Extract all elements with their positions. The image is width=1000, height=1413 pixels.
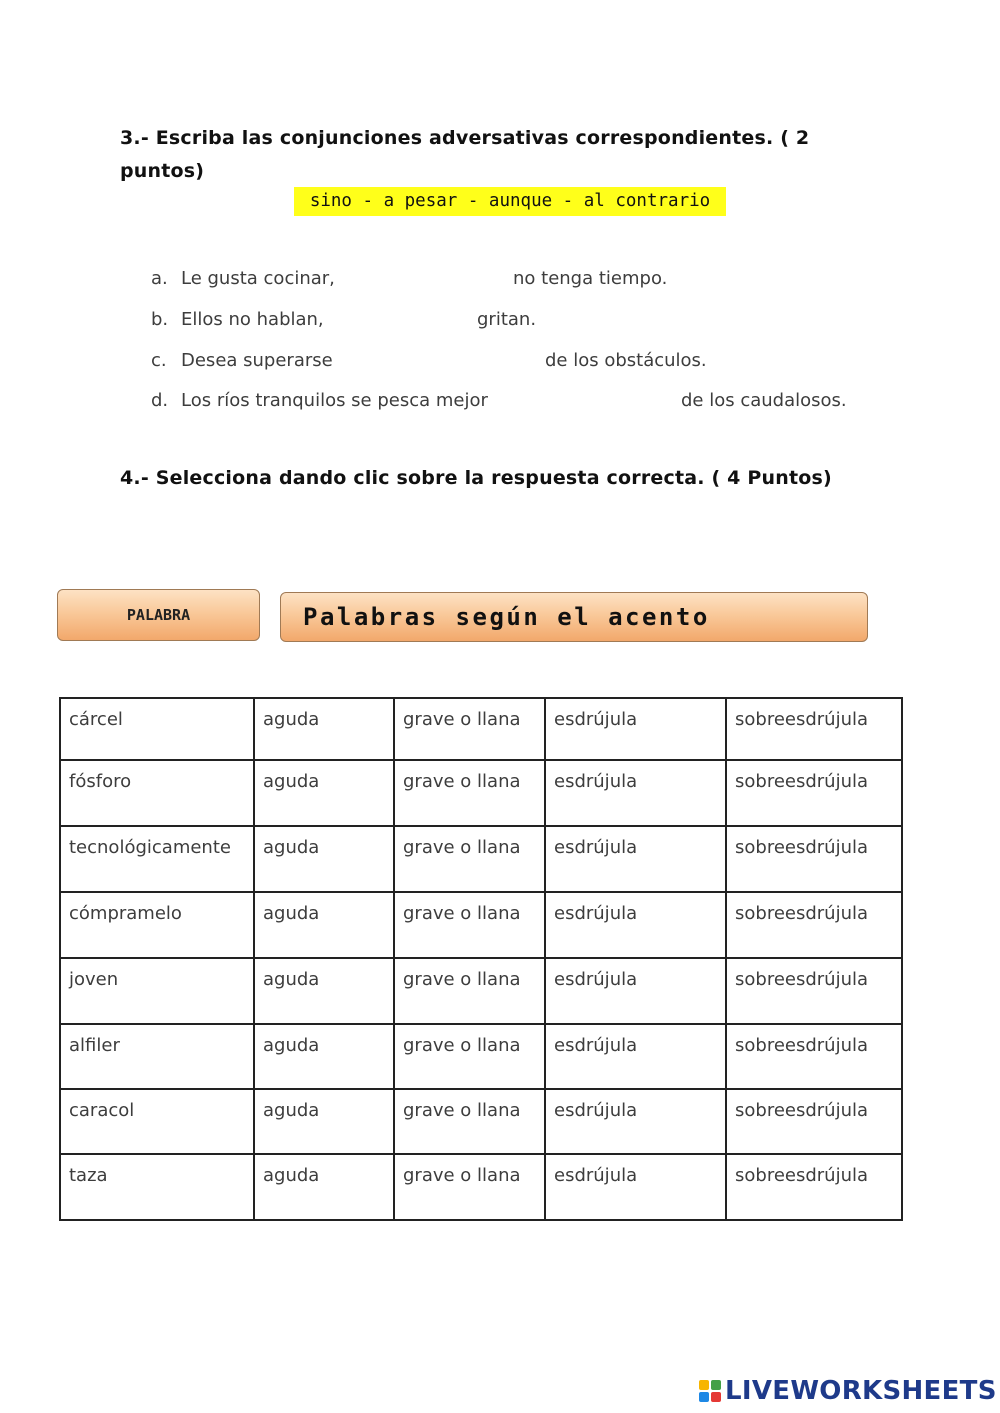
word-cell: alfiler: [60, 1024, 254, 1089]
answer-option[interactable]: esdrújula: [545, 958, 726, 1024]
answer-option[interactable]: grave o llana: [394, 1089, 545, 1154]
item-c-blank-input[interactable]: [348, 350, 542, 374]
answer-option[interactable]: sobreesdrújula: [726, 760, 902, 826]
answer-option[interactable]: esdrújula: [545, 1154, 726, 1220]
answer-option[interactable]: grave o llana: [394, 958, 545, 1024]
answer-option[interactable]: aguda: [254, 1154, 394, 1220]
section-4-heading: 4.- Selecciona dando clic sobre la respuesta correcta. ( 4 Puntos): [120, 467, 832, 489]
answer-option[interactable]: grave o llana: [394, 892, 545, 958]
item-d-blank-input[interactable]: [518, 390, 678, 414]
answer-option[interactable]: esdrújula: [545, 698, 726, 760]
answer-option[interactable]: esdrújula: [545, 1024, 726, 1089]
table-row: [60, 1154, 902, 1220]
word-cell: cárcel: [60, 698, 254, 760]
answer-option[interactable]: esdrújula: [545, 826, 726, 892]
answer-option[interactable]: grave o llana: [394, 698, 545, 760]
answer-option[interactable]: sobreesdrújula: [726, 958, 902, 1024]
answer-option[interactable]: aguda: [254, 1024, 394, 1089]
item-d-text-before: Los ríos tranquilos se pesca mejor: [181, 390, 488, 411]
item-a-marker: a.: [151, 268, 168, 289]
conjunction-options: sino - a pesar - aunque - al contrario: [294, 187, 726, 216]
item-d-marker: d.: [151, 390, 169, 411]
answer-option[interactable]: aguda: [254, 826, 394, 892]
palabra-header-button: PALABRA: [57, 589, 260, 641]
word-cell: taza: [60, 1154, 254, 1220]
answer-option[interactable]: sobreesdrújula: [726, 1154, 902, 1220]
table-row: [60, 1089, 902, 1154]
answer-option[interactable]: grave o llana: [394, 826, 545, 892]
liveworksheets-logo-icon: [698, 1379, 722, 1403]
answer-option[interactable]: esdrújula: [545, 892, 726, 958]
item-a-text-after: no tenga tiempo.: [513, 268, 668, 289]
word-cell: tecnológicamente: [60, 826, 254, 892]
item-b-blank-input[interactable]: [340, 309, 474, 333]
answer-option[interactable]: sobreesdrújula: [726, 892, 902, 958]
table-row: [60, 958, 902, 1024]
accent-title-banner: Palabras según el acento: [280, 592, 868, 642]
liveworksheets-logo-text: LIVEWORKSHEETS: [725, 1376, 997, 1406]
answer-option[interactable]: sobreesdrújula: [726, 1024, 902, 1089]
answer-option[interactable]: esdrújula: [545, 1089, 726, 1154]
answer-option[interactable]: aguda: [254, 760, 394, 826]
item-c-marker: c.: [151, 350, 167, 371]
answer-option[interactable]: grave o llana: [394, 1154, 545, 1220]
liveworksheets-logo: [698, 1376, 997, 1406]
answer-option[interactable]: sobreesdrújula: [726, 698, 902, 760]
answer-option[interactable]: esdrújula: [545, 760, 726, 826]
answer-option[interactable]: sobreesdrújula: [726, 826, 902, 892]
item-b-text-after: gritan.: [477, 309, 537, 330]
answer-option[interactable]: aguda: [254, 958, 394, 1024]
item-a-text-before: Le gusta cocinar,: [181, 268, 335, 289]
table-row: [60, 1024, 902, 1089]
item-c-text-after: de los obstáculos.: [545, 350, 707, 371]
table-row: [60, 826, 902, 892]
item-a-blank-input[interactable]: [350, 268, 510, 292]
answer-option[interactable]: aguda: [254, 1089, 394, 1154]
section-3-heading: 3.- Escriba las conjunciones adversativas correspondientes. ( 2 puntos): [120, 127, 810, 182]
accent-selection-table: [59, 697, 903, 1221]
word-cell: fósforo: [60, 760, 254, 826]
item-c-text-before: Desea superarse: [181, 350, 333, 371]
item-b-marker: b.: [151, 309, 169, 330]
item-d-text-after: de los caudalosos.: [681, 390, 847, 411]
answer-option[interactable]: grave o llana: [394, 760, 545, 826]
answer-option[interactable]: aguda: [254, 892, 394, 958]
table-row: [60, 698, 902, 760]
word-cell: cómpramelo: [60, 892, 254, 958]
table-row: [60, 892, 902, 958]
answer-option[interactable]: grave o llana: [394, 1024, 545, 1089]
word-cell: caracol: [60, 1089, 254, 1154]
answer-option[interactable]: aguda: [254, 698, 394, 760]
word-cell: joven: [60, 958, 254, 1024]
item-b-text-before: Ellos no hablan,: [181, 309, 324, 330]
table-row: [60, 760, 902, 826]
answer-option[interactable]: sobreesdrújula: [726, 1089, 902, 1154]
